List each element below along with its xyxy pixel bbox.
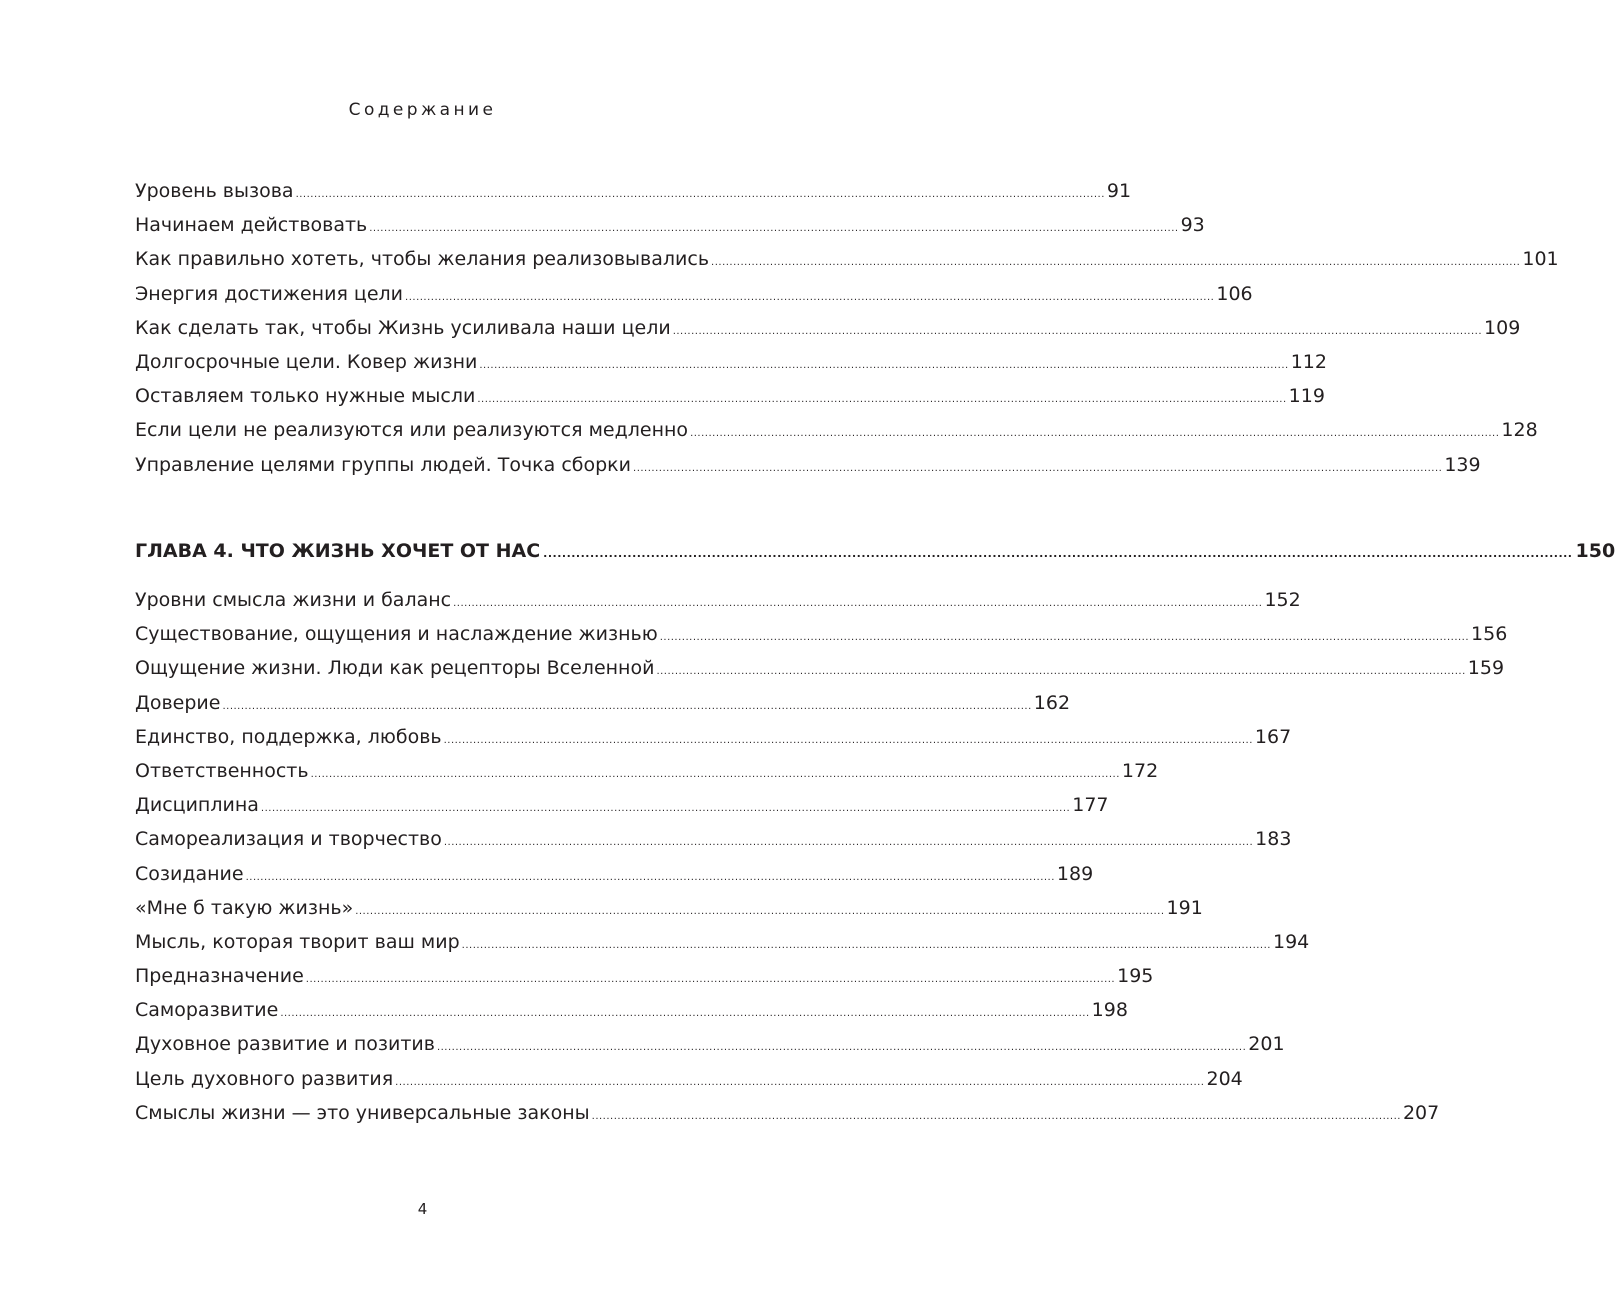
toc-entry-title: «Мне б такую жизнь» — [135, 896, 354, 919]
dot-leader: ............................................................................................................................................................................................................................ — [369, 223, 1179, 235]
toc-entry-title: Уровни смысла жизни и баланс — [135, 589, 452, 611]
toc-entry-page: 156 — [1471, 623, 1508, 646]
toc-entry-page: 194 — [1272, 930, 1310, 953]
dot-leader: ............................................................................................................................................................................................................................ — [672, 325, 1483, 337]
toc-entry[interactable] — [135, 350, 1327, 385]
toc-entry[interactable] — [135, 453, 1481, 488]
dot-leader: ............................................................................................................................................................................................................................ — [280, 1008, 1090, 1020]
toc-entry-page: 204 — [1206, 1067, 1243, 1090]
toc-entry-page: 191 — [1166, 896, 1203, 919]
toc-entry-title: Предназначение — [135, 965, 304, 988]
toc-entry-title: Самореализация и творчество — [135, 828, 442, 851]
toc-entry[interactable] — [135, 1033, 1285, 1067]
dot-leader: ............................................................................................................................................................................................................................ — [477, 394, 1287, 406]
toc-entry[interactable] — [135, 1067, 1243, 1102]
toc-entry-page: 183 — [1255, 828, 1292, 851]
toc-entry[interactable] — [135, 896, 1203, 931]
toc-entry-page: 93 — [1180, 214, 1205, 237]
dot-leader: ............................................................................................................................................................................................................................ — [543, 547, 1573, 560]
dot-leader: ............................................................................................................................................................................................................................ — [405, 291, 1215, 303]
toc-entry-title: Ощущение жизни. Люди как рецепторы Вселенной — [135, 657, 655, 680]
toc-entry[interactable] — [135, 930, 1310, 965]
dot-leader: ............................................................................................................................................................................................................................ — [479, 359, 1289, 371]
toc-entry-page: 109 — [1484, 316, 1521, 339]
toc-entry[interactable] — [135, 248, 1559, 282]
toc-entry-page: 201 — [1248, 1033, 1285, 1056]
toc-entry-page: 128 — [1501, 419, 1538, 442]
toc-entry-page: 91 — [1106, 180, 1132, 202]
toc-entry-title: Дисциплина — [135, 794, 259, 817]
toc-entry[interactable] — [135, 862, 1094, 897]
dot-leader: ............................................................................................................................................................................................................................ — [305, 974, 1116, 986]
toc-entry-page: 106 — [1216, 282, 1253, 305]
toc-entry-page: 162 — [1033, 691, 1071, 714]
toc-entry-page: 195 — [1117, 965, 1154, 988]
toc-entry[interactable] — [135, 725, 1292, 760]
toc-entry-title: Существование, ощущения и наслаждение жизнью — [135, 623, 658, 646]
dot-leader: ............................................................................................................................................................................................................................ — [443, 837, 1254, 849]
toc-entry[interactable] — [135, 999, 1128, 1033]
toc-entry-page: 101 — [1522, 248, 1559, 271]
toc-entry[interactable] — [135, 385, 1325, 419]
toc-entry-title: Саморазвитие — [135, 999, 279, 1022]
toc-entry-title: Духовное развитие и позитив — [135, 1033, 435, 1056]
dot-leader: ............................................................................................................................................................................................................................ — [656, 666, 1466, 678]
toc-entry-title: Смыслы жизни — это универсальные законы — [135, 1101, 590, 1124]
toc-entry-page: 139 — [1444, 453, 1481, 476]
dot-leader: ............................................................................................................................................................................................................................ — [295, 189, 1105, 200]
chapter-page: 150 — [1575, 540, 1615, 562]
toc-entry-title: Единство, поддержка, любовь — [135, 725, 442, 748]
toc-entry-title: Мысль, которая творит ваш мир — [135, 930, 460, 953]
toc-entry[interactable] — [135, 214, 1205, 248]
toc-entry-title: Управление целями группы людей. Точка сборки — [135, 453, 632, 476]
dot-leader: ............................................................................................................................................................................................................................ — [443, 734, 1253, 746]
toc-entry-title: Ответственность — [135, 759, 309, 782]
chapter-title: ГЛАВА 4. ЧТО ЖИЗНЬ ХОЧЕТ ОТ НАС — [135, 540, 541, 562]
toc-entry[interactable] — [135, 282, 1253, 317]
dot-leader: ............................................................................................................................................................................................................................ — [690, 428, 1500, 440]
toc-entry[interactable] — [135, 965, 1154, 999]
toc-entry[interactable] — [135, 759, 1159, 794]
toc-entry-title: Цель духовного развития — [135, 1067, 394, 1090]
chapter-heading[interactable] — [135, 540, 1615, 562]
page-number: 4 — [417, 1200, 428, 1218]
toc-list-section-2 — [135, 589, 1508, 1136]
toc-entry-page: 172 — [1121, 759, 1159, 782]
dot-leader: ............................................................................................................................................................................................................................ — [245, 871, 1055, 883]
dot-leader: ............................................................................................................................................................................................................................ — [260, 803, 1071, 815]
toc-entry-title: Энергия достижения цели — [135, 282, 404, 305]
dot-leader: ............................................................................................................................................................................................................................ — [453, 598, 1263, 609]
toc-entry-title: Оставляем только нужные мысли — [135, 385, 476, 408]
dot-leader: ............................................................................................................................................................................................................................ — [591, 1110, 1401, 1122]
page-title: Содержание — [348, 100, 497, 120]
toc-entry-page: 159 — [1467, 657, 1505, 680]
toc-entry[interactable] — [135, 828, 1292, 862]
toc-entry-page: 152 — [1264, 589, 1301, 611]
dot-leader: ............................................................................................................................................................................................................................ — [310, 768, 1120, 780]
toc-entry-title: Как сделать так, чтобы Жизнь усиливала наши цели — [135, 316, 671, 339]
toc-entry[interactable] — [135, 657, 1505, 691]
dot-leader: ............................................................................................................................................................................................................................ — [633, 462, 1443, 474]
toc-entry[interactable] — [135, 1101, 1440, 1136]
toc-entry[interactable] — [135, 691, 1071, 726]
dot-leader: ............................................................................................................................................................................................................................ — [222, 700, 1032, 712]
toc-entry-page: 167 — [1254, 725, 1292, 748]
toc-entry-title: Если цели не реализуются или реализуются медленно — [135, 419, 689, 442]
toc-entry-title: Как правильно хотеть, чтобы желания реализовывались — [135, 248, 710, 271]
dot-leader: ............................................................................................................................................................................................................................ — [711, 257, 1521, 269]
toc-entry-page: 119 — [1288, 385, 1325, 408]
toc-list-section-1 — [135, 180, 1559, 488]
toc-entry-title: Созидание — [135, 862, 244, 885]
toc-entry-page: 177 — [1072, 794, 1109, 817]
toc-entry-page: 189 — [1056, 862, 1094, 885]
dot-leader: ............................................................................................................................................................................................................................ — [355, 905, 1165, 917]
toc-entry-page: 207 — [1402, 1101, 1440, 1124]
toc-entry[interactable] — [135, 419, 1538, 453]
toc-entry-page: 112 — [1290, 350, 1327, 373]
toc-entry-title: Доверие — [135, 691, 221, 714]
toc-entry[interactable] — [135, 794, 1109, 828]
dot-leader: ............................................................................................................................................................................................................................ — [436, 1042, 1247, 1054]
dot-leader: ............................................................................................................................................................................................................................ — [659, 632, 1470, 644]
toc-entry-page: 198 — [1091, 999, 1128, 1022]
toc-entry-title: Долгосрочные цели. Ковер жизни — [135, 350, 478, 373]
toc-entry-title: Начинаем действовать — [135, 214, 368, 237]
dot-leader: ............................................................................................................................................................................................................................ — [461, 939, 1271, 951]
toc-entry[interactable] — [135, 623, 1508, 657]
toc-entry[interactable] — [135, 316, 1521, 351]
toc-entry[interactable] — [135, 589, 1301, 623]
toc-entry-title: Уровень вызова — [135, 180, 294, 202]
dot-leader: ............................................................................................................................................................................................................................ — [395, 1076, 1205, 1088]
toc-entry[interactable] — [135, 180, 1132, 214]
